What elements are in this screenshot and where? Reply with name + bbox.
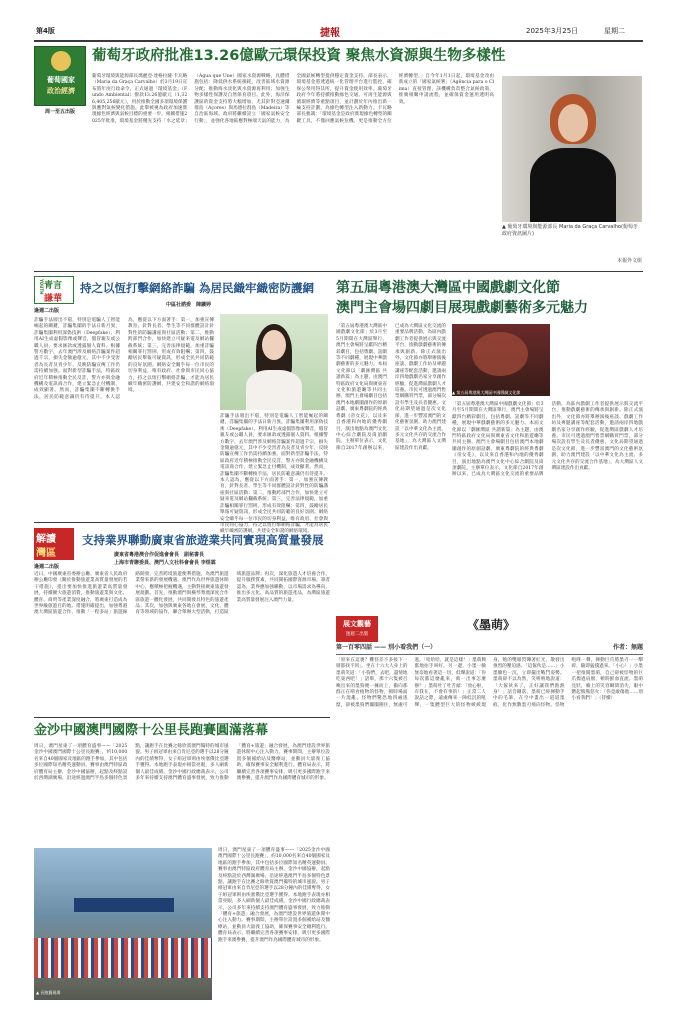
badge-side-text: YOUTH [39,279,44,295]
article-body-right: 周日，澳門星東了一項體育盛事——「2025金沙中國澳門國際十公里長跑賽」，約10,000名來自40個國家及地區的跑手參加，其中包括多位國際知名精英運動員。賽事由澳門特區政府體育局主辦，金沙中國協辦，起點及終點設於西灣湖廣場，沿途經過澳門半島多個特色景點，讓跑手在比賽之餘欣賞澳門獨特的城市風貌。男子組冠軍由來自肯尼亞的選手以28分鐘內的佳績奪得，女子組冠軍則由埃塞俄比亞選手獲得。本地跑手表現亦相當亮眼，多人刷新個人最佳成績。金沙中國行政總裁表示，公司多年來持續支持澳門體育盛事發展，致力推動「體育+旅遊」融合發展，為澳門建設世界旅遊休閒中心注入動力。賽事期間，主辦單位設置多個補給站及醫療站，並動員大量義工協助，確保賽事安全順利進行。體育局表示，將繼續完善各項賽事安排，吸引更多國際跑手來澳參賽，提升澳門作為國際體育城市的形象。 [218,848,330,943]
race-photo [34,848,212,1000]
headline-line-1: 第五屆粵港澳大灣區中國戲劇文化節 [336,280,560,296]
story-title: 《墨萌》 [466,618,515,632]
divider-1 [34,271,643,272]
issue-date: 2025年3月25日 [526,27,579,35]
article-body: 葡萄牙環境與能源部長瑪麗亞·達格拉薩·卡瓦略（Maria da Graça Carvalho）於3月19日宣布將年度行政命令，正式通過「環境基金」（Fundo Ambiental）撥款13.26億歐元（1,326,405,256歐元），用於推動全國多項環境保護與應對氣候變化措施。此舉被視為政府加速實現綠色經濟與氣候目標的重要一步。相關措施2025年批准，環境基金將優先支持「水之延章」（Água que Une）國家水資源戰略，具體措施包括：降低供水系統損耗，改善區域水資源分配；推動海水淡化與水資源再利用；加強生物多樣性保護及自然保育項目。此外，海洋保護區的資金支持將大幅增加，尤其針對亞速爾群島（Açores）與馬德拉群島（Madeira）等自治區海域。政府將繼續設立「國家氣候安全行動」，並強化各地區應對極端天氣的能力，為全國氣候轉型提供穩定資金支持。部長表示，環境基金將透過統一化管理平台進行監控，確保公帑用得其所，提升資金使用效率。葡萄牙政府今年將持續推動綠色交通、可再生能源與循環經濟等重點項目，並計劃於年內推出新一輪支持計劃，為綠色轉型注入新動力。卡瓦略部長強調：「環境基金是政府實現綠色轉型的關鍵工具，不僅回應氣候危機，更是推動全方位經濟轉型。」自今年1月1日起，環境基金改由新成立的「國家氣候署」（Agência para o Clima）直接管理，該機構負責整合氣候政策、推廣相關申請流程，並確保資金運用透明高效。 [92,74,494,124]
story-author: 作者：無題 [612,644,643,651]
headline-line-2: 澳門主會場四劇目展現戲劇藝術多元魅力 [336,300,588,316]
headline: 持之以恆打擊網絡詐騙 為居民織牢織密防護網 [80,281,315,295]
page-header [34,24,643,38]
article-body-left: 「第五屆粵港澳大灣區中國戲劇文化節」於3月至5月期間在大灣區舉行，澳門主會場將呈獻四台精彩劇目，包括粵劇、話劇等不同劇種，展現中華戲劇藝術的多元魅力。本屆文化節以「劇匯灣區 共譜新篇」為主題，由澳門特區政府文化局與廣東省文化和旅遊廳等共同主辦。澳門主會場劇目包括澳門本地劇團創作的原創話劇、廣東粵劇院的經典粵劇《帝女花》，以及來自香港和內地的優秀劇目，演出地點為澳門文化中心綜合劇院及崗頂劇院。主辦單位表示，文化節自2017年創辦以來，已成為大灣區文化交流的重要品牌活動，為區內戲劇工作者提供展示與交流平台，推動戲劇藝術的傳承與創新。除正式演出外，文化節亦將舉辦演後座談、戲劇工作坊及專題講座等配套活動，邀請兩岸四地戲劇名家分享創作經驗，促進灣區戲劇人才培養。市民可透過澳門售票網購買門票，部分場次設有學生及長者優惠。文化局期望通過是次文化節，進一步豐富澳門的文化藝術氛圍，助力澳門建設「以中華文化為主流、多元文化共存的交流合作基地」，為大灣區人文灣區建設作出貢獻。 [336,324,446,451]
badge-title-2: 謙華 [44,294,63,304]
photo-stage-light [472,332,528,376]
section-badge [336,616,378,642]
article-tourism [34,526,330,716]
photo-arch [74,898,174,912]
badge-title-1: 葡萄國家 [47,76,75,84]
headline: 葡萄牙政府批准13.26億歐元環保投資 聚焦水資源與生物多樣性 [92,48,506,64]
section-badge [34,276,74,304]
byline: 本報外文組 [616,258,642,264]
masthead: 捷報 [320,28,340,39]
issue-weekday: 星期二 [604,27,625,35]
headline: 金沙中國澳門國際十公里長跑賽圓滿落幕 [34,723,269,738]
chapter-title: 第一百零四話 —— 別小看我們（一） [336,644,437,651]
photo-caption: ▲ 長跑賽現場 [36,990,61,995]
page-number: 第4版 [36,27,55,35]
badge-title-2: 灣區 [36,548,56,559]
column-label: 逢週二出版 [34,308,60,314]
photo-caption: ▲ 葡萄牙環境與能源部長 Maria da Graça Carvalho(葡萄牙政府資訊圖片) [502,224,638,237]
badge-title-2: 政治經濟 [47,87,75,95]
author-photo [220,314,328,410]
article-body: 近日，中國廣東省委辦公廳、廣東省人民政府辦公廳印發《關於推動旅遊業高質量發展的若干措施》，提出要加快推進旅遊業高質量發展，持續擴大旅遊消費，推動旅遊業與文化、體育、商貿等產業深度融合，將廣東打造成為世界級旅遊目的地。措施明確提出，加強粵港澳大灣區旅遊合作，推動「一程多站」旅遊線路開發，完善跨境旅遊便利措施，為澳門旅遊業帶來新的發展機遇。澳門作為世界旅遊休閒中心，應積極把握機遇，主動對接廣東旅遊發展規劃。首先，推動澳門與橫琴粵澳深度合作區旅遊一體化發展，共同開發具特色的旅遊產品；其次，加強與廣東各地在會展、文化、體育等領域的協作，聯合舉辦大型活動，打造區域旅遊品牌；再次，深化旅遊人才培養合作，提升服務質素，共同開拓國際客源市場。筆者認為，業界應加強聯動，以市場需求為導向，推出多元化、高品質的旅遊產品，為灣區旅遊業高質量發展注入澳門力量。 [34,572,330,616]
story-rule [336,654,643,655]
badge-title-1: 青言 [44,281,63,291]
badge-title-2: 逢週二出版 [345,632,369,637]
photo-crowd [34,938,212,978]
column-label: 逢週二出版 [34,564,60,570]
column-label: 周一至五出版 [44,109,75,115]
badge-title-1: 展文觀藝 [343,620,371,628]
article-body-right: 詐騙手法層出不窮，特別是電騙人工智能崛起的關鍵，詐騙集團的手法日新月異，詐騙集團利用深偽技術（Deepfake）、利用AI生成虛假影像或聲音，假冒親友或公職人員，要求匯款或透露個人資料。根據警方數字，去年澳門涉及網絡詐騙案件超過千宗，損失金額逾億元，其中不少受害者為長者及青少年，反映防騙宣傳工作仍需持續加強。面對新型詐騙手法，特區政府近年積極推動全民反詐，警方亦與金融機構及電訊商合作，建立緊急止付機制，成效顯著。然而，詐騙集團不斷轉換手法，居民防範意識仍有待提升。本人認為，應從以下方面著手：第一，加強宣傳教育，針對長者、學生等不同群體設計針對性的防騙講座與社區活動；第二，推動跨部門合作，加快建立可疑來電及網站攔截系統；第三，完善法律規範，加重詐騙相關罪行罰則，形成有效阻嚇；第四，鼓勵居民舉報可疑資訊，形成全民共同防範的良好氛圍。網絡安全關乎每一位市民的切身利益，唯有政府、社會與市民同心協力，持之以恆打擊網絡詐騙，才能為居民織牢織密防護網，共建安全和諧的網絡環境。 [220,414,328,535]
badge-emblem [51,51,71,71]
author-line-1: 廣東省粵港澳合作促進會會長 副秘書長 [114,552,205,558]
photo-caption: ▲ 第五屆粵港澳大灣區中國戲劇文化節 [452,390,550,396]
photo-face [262,330,286,360]
badge-title-1: 解讀 [36,534,56,545]
article-body-right: 「第五屆粵港澳大灣區中國戲劇文化節」於3月至5月期間在大灣區舉行，澳門主會場將呈獻四台精彩劇目，包括粵劇、話劇等不同劇種，展現中華戲劇藝術的多元魅力。本屆文化節以「劇匯灣區 共譜新篇」為主題，由澳門特區政府文化局與廣東省文化和旅遊廳等共同主辦。澳門主會場劇目包括澳門本地劇團創作的原創話劇、廣東粵劇院的經典粵劇《帝女花》，以及來自香港和內地的優秀劇目，演出地點為澳門文化中心綜合劇院及崗頂劇院。主辦單位表示，文化節自2017年創辦以來，已成為大灣區文化交流的重要品牌活動，為區內戲劇工作者提供展示與交流平台，推動戲劇藝術的傳承與創新。除正式演出外，文化節亦將舉辦演後座談、戲劇工作坊及專題講座等配套活動，邀請兩岸四地戲劇名家分享創作經驗，促進灣區戲劇人才培養。市民可透過澳門售票網購買門票，部分場次設有學生及長者優惠。文化局期望通過是次文化節，進一步豐富澳門的文化藝術氛圍，助力澳門建設「以中華文化為主流、多元文化共存的交流合作基地」，為大灣區人文灣區建設作出貢獻。 [452,402,643,478]
article-portugal-environment [34,44,643,270]
headline: 支持業界聯動廣東省旅遊業共同實現高質量發展 [82,533,324,547]
article-body-left: 詐騙手法層出不窮，特別是電騙人工智能崛起的關鍵，詐騙集團的手法日新月異，詐騙集團利用深偽技術（Deepfake）、利用AI生成虛假影像或聲音，假冒親友或公職人員，要求匯款或透露個人資料。根據警方數字，去年澳門涉及網絡詐騙案件超過千宗，損失金額逾億元，其中不少受害者為長者及青少年，反映防騙宣傳工作仍需持續加強。面對新型詐騙手法，特區政府近年積極推動全民反詐，警方亦與金融機構及電訊商合作，建立緊急止付機制，成效顯著。然而，詐騙集團不斷轉換手法，居民防範意識仍有待提升。本人認為，應從以下方面著手：第一，加強宣傳教育，針對長者、學生等不同群體設計針對性的防騙講座與社區活動；第二，推動跨部門合作，加快建立可疑來電及網站攔截系統；第三，完善法律規範，加重詐騙相關罪行罰則，形成有效阻嚇；第四，鼓勵居民舉報可疑資訊，形成全民共同防範的良好氛圍。網絡安全關乎每一位市民的切身利益，唯有政府、社會與市民同心協力，持之以恆打擊網絡詐騙，才能為居民織牢織密防護網，共建安全和諧的網絡環境。 [34,318,214,400]
header-rule [34,40,643,42]
author-line-2: 上海市青聯委員、澳門人文社科會會長 李煜霖 [114,560,216,566]
photo-body [246,370,302,410]
article-anti-fraud [34,274,330,535]
story-body: 「原來在這裏？難怪差不多接下一層都找不到」。坐在十六大人身上的墨萌笑道：「小狗們，去吧，盡情地吃東西吧！」語畢，那十六隻被召喚出來的墨狗便一擁而上，衝向那群正在啃食植物的怪物，頓時場面一片混亂。怪物們驚恐地四處逃竄，卻被墨狗們團團圍住，無處可逃。「哈哈哈，就是這樣！」墨萌興奮地拍手叫好。另一邊，小墨一臉無奈地看著這一切，低聲說道：「你每次都這麼亂來，萬一出事怎麼辦？」墨萌吐了吐舌頭：「放心啦，有我在，不會有事的！」正當二人說話之際，遠處傳來一陣低沉的吼聲，一隻體型巨大的怪物緩緩現身，牠的雙眼閃爍著紅光，散發出強烈的壓迫感。「這傢伙是……」小墨臉色一沉，立即擺出戰鬥姿勢。墨萌卻不以為然，笑嘻嘻地說道：「大傢伙來了，正好讓我們熱熱身！」話音剛落，墨萌已經揮動手中的毛筆，在空中畫出一道道墨痕，化作無數墨刃飛向怪物。怪物咆哮一聲，揮動巨爪將墨刃一一擊碎，隨即猛撲過來。「小心！」小墨一把推開墨萌，自己卻被怪物的巨爪擦過肩膀，頓時鮮血直流。墨萌見狀，臉上的笑容瞬間消失，眼中燃起熊熊怒火：「你竟敢傷他……別小看我們！」（待續） [336,658,643,708]
article-drama-festival [336,274,643,610]
photo-face [558,104,588,142]
divider-2 [34,522,330,523]
photo-body [530,148,616,222]
section-badge [34,528,74,560]
minister-photo [502,76,642,222]
article-marathon [34,720,330,1002]
author-line: 中區社諮委 陳鑛婷 [166,302,212,308]
article-body-top: 周日，澳門星東了一項體育盛事——「2025金沙中國澳門國際十公里長跑賽」，約10,000名來自40個國家及地區的跑手參加，其中包括多位國際知名精英運動員。賽事由澳門特區政府體育局主辦，金沙中國協辦，起點及終點設於西灣湖廣場，沿途經過澳門半島多個特色景點，讓跑手在比賽之餘欣賞澳門獨特的城市風貌。男子組冠軍由來自肯尼亞的選手以28分鐘內的佳績奪得，女子組冠軍則由埃塞俄比亞選手獲得。本地跑手表現亦相當亮眼，多人刷新個人最佳成績。金沙中國行政總裁表示，公司多年來持續支持澳門體育盛事發展，致力推動「體育+旅遊」融合發展，為澳門建設世界旅遊休閒中心注入動力。賽事期間，主辦單位設置多個補給站及醫療站，並動員大量義工協助，確保賽事安全順利進行。體育局表示，將繼續完善各項賽事安排，吸引更多國際跑手來澳參賽，提升澳門作為國際體育城市的形象。 [34,744,330,782]
serial-story [336,614,643,1002]
festival-photo [452,324,550,390]
divider-3 [34,717,330,718]
section-badge [34,46,86,106]
